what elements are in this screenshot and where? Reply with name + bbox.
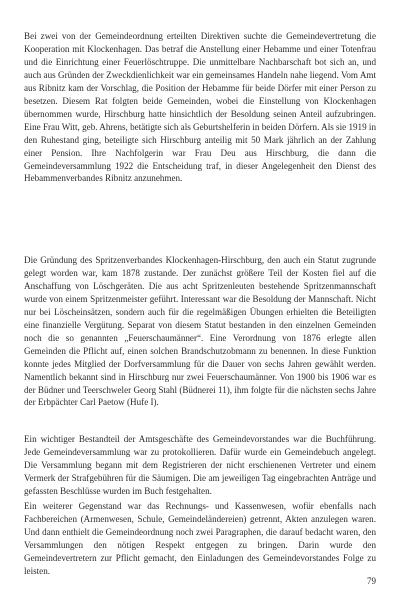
page-number: 79: [367, 576, 376, 586]
paragraph-fire-association: Die Gründung des Spritzenverbandes Klockenhagen-Hirschburg, den auch ein Statut zugrunde gelegt worden war, kam 1878 zustande. Der zunächst größere Teil der Kosten fiel auf die Anschaffung von Löschgeräten. Die aus acht Spritzenleuten bestehende Spritzenmannschaft wurde von einem Spritzenmeister geführt. Interessant war die Besoldung der Mannschaft. Nicht nur bei Löscheinsätzen, sondern auch für die regelmäßigen Übungen erhielten die Beteiligten eine finanzielle Vergütung. Separat von diesem Statut bestanden in den einzelnen Gemeinden noch die so genannten „Feuerschaumänner“. Eine Verordnung von 1876 erlegte allen Gemeinden die Pflicht auf, einen solchen Brandschutzobmann zu benennen. In diese Funktion konnte jedes Mitglied der Dorfversammlung für die Dauer von sechs Jahren gewählt werden. Namentlich bekannt sind in Hirschburg nur zwei Feuerschaumänner. Von 1900 bis 1906 war es der Büdner und Teerschweler Georg Stahl (Büdnerei 11), ihm folgte für die nächsten sechs Jahre der Erbpächter Carl Paetow (Hufe I).: [24, 255, 376, 408]
paragraph-bookkeeping: Ein wichtiger Bestandteil der Amtsgeschäfte des Gemeindevorstandes war die Buchführung. Jede Gemeindeversammlung war zu protokollieren. Dafür wurde ein Gemeindebuch angelegt. Die Versammlung begann mit dem Registrieren der nicht erschienenen Vertreter und einem Vermerk der Strafgebühren für die Säumigen. Die am jeweiligen Tag eingebrachten Anträge und gefassten Beschlüsse wurden im Buch festgehalten.: [24, 434, 376, 496]
paragraph-midwife: Bei zwei von der Gemeindeordnung erteilten Direktiven suchte die Gemeindevertretung die Kooperation mit Klockenhagen. Das betraf die Anstellung einer Hebamme und einer Totenfrau und die Einrichtung einer Feuerlöschtruppe. Die unmittelbare Nachbarschaft bot sich an, und auch aus Gründen der Zweckdienlichkeit war ein gemeinsames Handeln nahe liegend. Vom Amt aus Ribnitz kam der Vorschlag, die Position der Hebamme für beide Dörfer mit einer Person zu besetzen. Diesem Rat folgten beide Gemeinden, wobei die Einstellung von Klockenhagen übernommen wurde, Hirschburg hatte hinsichtlich der Besoldung seinen Anteil aufzubringen. Eine Frau Witt, geb. Ahrens, betätigte sich als Geburtshelferin in beiden Dörfern. Als sie 1919 in den Ruhestand ging, beteiligte sich Hirschburg anteilig mit 50 Mark jährlich an der Zahlung einer Pension. Ihre Nachfolgerin war Frau Deu aus Hirschburg, die dann die Gemeindeversammlung 1922 die Entscheidung traf, in dieser Angelegenheit den Dienst des Hebammenverbandes Ribnitz anzunehmen.: [24, 31, 376, 184]
paragraph-accounting: Ein weiterer Gegenstand war das Rechnungs- und Kassenwesen, wofür ebenfalls nach Fachbereichen (Armenwesen, Schule, Gemeindeländereien) getrennt, Akten anzulegen waren. Und dann enthielt die Gemeindeordnung noch zwei Paragraphen, die darauf bedacht waren, den Versammlungen den nötigen Respekt entgegen zu bringen. Darin wurde den Gemeindevertretern zur Pflicht gemacht, den Einladungen des Gemeindevorstandes Folge zu leisten.: [24, 501, 376, 576]
